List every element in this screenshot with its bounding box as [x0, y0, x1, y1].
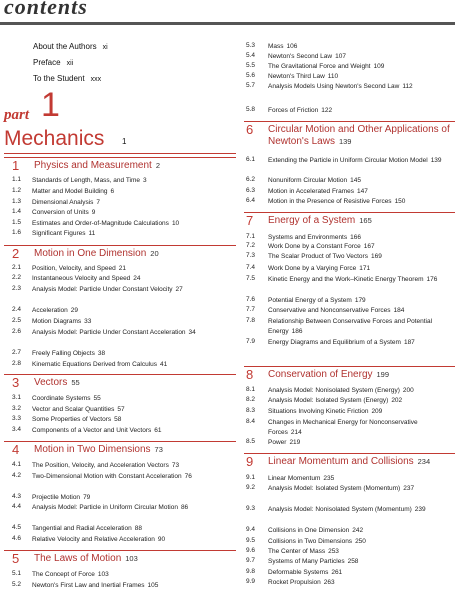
section-entry[interactable]: [32, 208, 228, 218]
section-entry[interactable]: [268, 252, 450, 262]
chapter-title-text: Physics and Measurement: [34, 160, 152, 171]
section-page: 187: [403, 339, 415, 346]
section-page: 76: [184, 473, 192, 480]
chapter-title[interactable]: [34, 553, 234, 565]
section-page: 103: [97, 571, 109, 578]
section-title: Analysis Models Using Newton's Second Law: [268, 83, 400, 90]
section-entry[interactable]: [32, 503, 228, 513]
section-number: 3.3: [12, 415, 22, 422]
section-entry[interactable]: [32, 581, 228, 591]
section-page: 179: [354, 297, 366, 304]
section-number: 8.1: [246, 386, 256, 393]
section-number: 4.6: [12, 535, 22, 542]
section-entry[interactable]: [32, 405, 228, 415]
section-title: Systems and Environments: [268, 234, 348, 241]
section-entry[interactable]: [268, 106, 448, 116]
section-entry[interactable]: [268, 338, 450, 348]
part-number: 1: [41, 86, 60, 124]
section-number: 4.3: [12, 493, 22, 500]
section-page: 38: [97, 350, 106, 357]
section-title: Estimates and Order-of-Magnitude Calculations: [32, 220, 169, 227]
chapter-title[interactable]: [268, 215, 453, 227]
section-number: 7.3: [246, 252, 256, 259]
section-page: 184: [393, 307, 405, 314]
section-page: 112: [402, 83, 413, 90]
section-title: Analysis Model: Particle in Uniform Circular Motion: [32, 504, 178, 511]
section-title: Mass: [268, 43, 284, 50]
section-title: Work Done by a Varying Force: [268, 265, 357, 272]
section-number: 5.5: [246, 62, 256, 69]
section-entry[interactable]: [32, 187, 228, 197]
section-entry[interactable]: [32, 317, 228, 327]
section-number: 2.6: [12, 328, 22, 335]
section-entry[interactable]: [268, 526, 450, 536]
chapter-page: 55: [71, 378, 80, 387]
section-page: 24: [133, 275, 141, 282]
section-page: 106: [286, 43, 298, 50]
section-number: 7.7: [246, 306, 256, 313]
section-page: 88: [134, 525, 142, 532]
section-entry[interactable]: [268, 52, 448, 62]
chapter-title[interactable]: [34, 160, 234, 172]
section-number: 8.4: [246, 418, 256, 425]
section-page: 105: [147, 582, 159, 589]
section-page: 200: [402, 387, 414, 394]
section-entry[interactable]: [32, 198, 228, 208]
section-number: 7.9: [246, 338, 256, 345]
section-page: 73: [171, 462, 180, 469]
section-title: Forces of Friction: [268, 107, 319, 114]
section-number: 9.4: [246, 526, 256, 533]
section-number: 5.3: [246, 42, 256, 49]
section-title: Significant Figures: [32, 230, 86, 237]
chapter-title-text: Motion in Two Dimensions: [34, 444, 151, 455]
section-page: 258: [347, 558, 359, 565]
section-title: Freely Falling Objects: [32, 350, 95, 357]
section-title: Relationship Between Conservative Forces and Potential Energy: [268, 318, 433, 335]
chapter-number: 5: [12, 551, 20, 566]
section-entry[interactable]: [32, 415, 228, 425]
part-title[interactable]: Mechanics: [4, 127, 105, 150]
section-title: Potential Energy of a System: [268, 297, 352, 304]
section-title: Newton's Third Law: [268, 73, 325, 80]
section-number: 9.8: [246, 568, 256, 575]
section-page: 110: [327, 73, 339, 80]
section-page: 55: [93, 395, 101, 402]
front-matter-item[interactable]: To the Student xxx: [33, 74, 102, 83]
section-page: 167: [363, 243, 375, 250]
section-title: Instantaneous Velocity and Speed: [32, 275, 131, 282]
section-number: 6.2: [246, 176, 256, 183]
section-page: 41: [160, 361, 168, 368]
chapter-title-text: The Laws of Motion: [34, 553, 122, 564]
section-page: 219: [289, 439, 301, 446]
chapter-rule: [4, 441, 236, 442]
part-rule: [4, 153, 236, 154]
section-title: The Center of Mass: [268, 548, 326, 555]
section-page: 250: [355, 538, 366, 545]
section-title: Matter and Model Building: [32, 188, 108, 195]
section-entry[interactable]: [268, 474, 450, 484]
section-page: 166: [350, 234, 361, 241]
chapter-title-text: Energy of a System: [268, 215, 356, 226]
chapter-title-text: Conservation of Energy: [268, 369, 373, 380]
section-page: 239: [414, 506, 426, 513]
chapter-rule: [244, 121, 455, 122]
section-entry[interactable]: [32, 461, 228, 471]
section-number: 6.1: [246, 156, 256, 163]
section-number: 2.8: [12, 360, 22, 367]
chapter-number: 6: [246, 122, 254, 137]
section-number: 9.3: [246, 505, 256, 512]
section-number: 7.4: [246, 264, 256, 271]
section-title: Newton's First Law and Inertial Frames: [32, 582, 145, 589]
section-page: 169: [370, 253, 382, 260]
section-entry[interactable]: [268, 187, 450, 197]
section-title: Kinematic Equations Derived from Calculus: [32, 361, 157, 368]
section-page: 90: [157, 536, 166, 543]
chapter-page: 139: [338, 137, 352, 146]
section-entry[interactable]: [32, 328, 228, 338]
section-entry[interactable]: [268, 386, 450, 396]
section-title: Motion in the Presence of Resistive Forces: [268, 198, 392, 205]
section-entry[interactable]: [268, 578, 450, 588]
chapter-rule: [4, 245, 236, 246]
section-number: 1.1: [12, 176, 22, 183]
section-entry[interactable]: [268, 264, 450, 274]
section-number: 1.2: [12, 187, 22, 194]
chapter-title-text: Circular Motion and Other Applications of Newton's Laws: [268, 124, 450, 147]
section-entry[interactable]: [32, 535, 228, 545]
section-number: 9.9: [246, 578, 256, 585]
section-title: The Scalar Product of Two Vectors: [268, 253, 368, 260]
section-number: 7.2: [246, 242, 256, 249]
section-page: 6: [110, 188, 115, 195]
section-entry[interactable]: [268, 547, 450, 557]
section-title: Analysis Model: Particle Under Constant Velocity: [32, 286, 173, 293]
part-label: part: [4, 107, 30, 123]
section-title: Analysis Model: Nonisolated System (Momentum): [268, 506, 412, 513]
section-entry[interactable]: [32, 285, 228, 295]
chapter-number: 4: [12, 442, 20, 457]
section-page: 235: [323, 475, 335, 482]
section-entry[interactable]: [268, 418, 450, 438]
section-number: 1.5: [12, 219, 22, 226]
section-entry[interactable]: [268, 396, 450, 406]
chapter-title[interactable]: [34, 377, 234, 389]
section-entry[interactable]: [268, 407, 450, 417]
section-entry[interactable]: [32, 360, 228, 370]
section-title: Collisions in One Dimension: [268, 527, 350, 534]
section-page: 209: [371, 408, 383, 415]
section-entry[interactable]: [268, 317, 450, 337]
section-entry[interactable]: [32, 426, 228, 436]
section-entry[interactable]: [268, 296, 450, 306]
section-entry[interactable]: [268, 242, 450, 252]
section-title: Conversion of Units: [32, 209, 89, 216]
chapter-title-text: Vectors: [34, 377, 68, 388]
section-number: 4.1: [12, 461, 22, 468]
section-entry[interactable]: [32, 219, 228, 229]
section-number: 5.8: [246, 106, 256, 113]
section-page: 242: [352, 527, 364, 534]
chapter-rule: [4, 550, 236, 551]
chapter-page: 234: [417, 457, 431, 466]
chapter-title[interactable]: [34, 444, 234, 456]
section-number: 4.5: [12, 524, 22, 531]
chapter-number: 9: [246, 454, 254, 469]
section-title: Components of a Vector and Unit Vectors: [32, 427, 152, 434]
section-title: Kinetic Energy and the Work–Kinetic Energy Theorem: [268, 276, 424, 283]
section-number: 8.2: [246, 396, 256, 403]
chapter-page: 199: [376, 370, 390, 379]
section-number: 5.6: [246, 72, 256, 79]
section-title: Motion in Accelerated Frames: [268, 188, 354, 195]
chapter-title[interactable]: [268, 456, 453, 468]
section-title: Relative Velocity and Relative Acceleration: [32, 536, 155, 543]
section-entry[interactable]: [32, 306, 228, 316]
section-title: Changes in Mechanical Energy for Nonconservative Forces: [268, 419, 418, 436]
section-entry[interactable]: [268, 557, 450, 567]
section-entry[interactable]: [32, 264, 228, 274]
section-entry[interactable]: [32, 472, 228, 482]
section-page: 7: [96, 199, 101, 206]
section-title: Analysis Model: Isolated System (Momentum): [268, 485, 401, 492]
section-entry[interactable]: [268, 62, 448, 72]
section-entry[interactable]: [268, 176, 450, 186]
section-page: 263: [323, 579, 335, 586]
front-matter-item[interactable]: Preface xii: [33, 58, 74, 67]
section-title: Acceleration: [32, 307, 68, 314]
section-page: 150: [394, 198, 406, 205]
section-page: 214: [290, 429, 302, 436]
section-page: 107: [335, 53, 346, 60]
section-number: 7.5: [246, 275, 256, 282]
chapter-page: 103: [125, 554, 138, 563]
section-page: 237: [403, 485, 415, 492]
chapter-title-text: Motion in One Dimension: [34, 248, 147, 259]
section-title: Vector and Scalar Quantities: [32, 406, 115, 413]
section-title: The Concept of Force: [32, 571, 95, 578]
section-title: Deformable Systems: [268, 569, 329, 576]
section-entry[interactable]: [32, 524, 228, 534]
section-page: 11: [88, 230, 96, 237]
section-entry[interactable]: [268, 537, 450, 547]
section-title: Newton's Second Law: [268, 53, 333, 60]
section-page: 253: [328, 548, 339, 555]
chapter-number: 3: [12, 375, 20, 390]
section-number: 8.3: [246, 407, 256, 414]
section-entry[interactable]: [268, 306, 450, 316]
chapter-number: 7: [246, 213, 254, 228]
section-page: 139: [430, 157, 442, 164]
section-title: Conservative and Nonconservative Forces: [268, 307, 391, 314]
chapter-page: 73: [154, 445, 163, 454]
chapter-number: 8: [246, 367, 254, 382]
section-title: Position, Velocity, and Speed: [32, 265, 116, 272]
section-page: 57: [117, 406, 125, 413]
section-page: 61: [154, 427, 162, 434]
part-page: 1: [122, 137, 127, 146]
section-entry[interactable]: [268, 505, 450, 515]
section-page: 176: [426, 276, 438, 283]
section-number: 5.2: [12, 581, 22, 588]
front-matter-item[interactable]: About the Authors xi: [33, 42, 108, 51]
section-title: Coordinate Systems: [32, 395, 91, 402]
section-title: Situations Involving Kinetic Friction: [268, 408, 369, 415]
page-title: contents: [4, 0, 88, 19]
section-number: 9.7: [246, 557, 256, 564]
chapter-page: 165: [359, 216, 372, 225]
section-entry[interactable]: [268, 42, 448, 52]
section-entry[interactable]: [32, 493, 228, 503]
section-entry[interactable]: [268, 568, 450, 578]
section-entry[interactable]: [268, 438, 450, 448]
section-number: 9.2: [246, 484, 256, 491]
section-number: 2.2: [12, 274, 22, 281]
section-title: The Position, Velocity, and Acceleration Vectors: [32, 462, 169, 469]
section-number: 5.7: [246, 82, 256, 89]
section-page: 21: [118, 265, 126, 272]
chapter-rule: [4, 374, 236, 375]
section-number: 4.2: [12, 472, 22, 479]
section-title: Linear Momentum: [268, 475, 321, 482]
section-title: Projectile Motion: [32, 494, 81, 501]
section-entry[interactable]: [268, 82, 448, 92]
section-number: 6.4: [246, 197, 256, 204]
section-title: Standards of Length, Mass, and Time: [32, 177, 141, 184]
section-title: Rocket Propulsion: [268, 579, 321, 586]
chapter-rule: [244, 212, 455, 213]
chapter-number: 1: [12, 158, 20, 173]
section-entry[interactable]: [268, 72, 448, 82]
section-page: 109: [373, 63, 385, 70]
chapter-title[interactable]: [268, 124, 453, 148]
section-number: 1.3: [12, 198, 22, 205]
section-number: 3.4: [12, 426, 22, 433]
section-number: 3.2: [12, 405, 22, 412]
section-number: 2.5: [12, 317, 22, 324]
section-title: Dimensional Analysis: [32, 199, 94, 206]
section-title: Energy Diagrams and Equilibrium of a System: [268, 339, 401, 346]
section-page: 86: [180, 504, 189, 511]
section-number: 2.7: [12, 349, 22, 356]
section-title: Collisions in Two Dimensions: [268, 538, 353, 545]
section-number: 4.4: [12, 503, 22, 510]
section-title: Work Done by a Constant Force: [268, 243, 361, 250]
section-page: 33: [84, 318, 92, 325]
section-page: 27: [175, 286, 183, 293]
section-entry[interactable]: [32, 176, 228, 186]
section-title: Analysis Model: Isolated System (Energy): [268, 397, 389, 404]
section-title: Some Properties of Vectors: [32, 416, 112, 423]
section-page: 79: [83, 494, 91, 501]
section-entry[interactable]: [32, 570, 228, 580]
section-number: 2.4: [12, 306, 22, 313]
section-number: 8.5: [246, 438, 256, 445]
section-entry[interactable]: [268, 484, 450, 494]
section-number: 9.1: [246, 474, 256, 481]
section-title: Systems of Many Particles: [268, 558, 345, 565]
chapter-rule: [244, 366, 455, 367]
section-page: 186: [291, 328, 303, 335]
section-title: Analysis Model: Nonisolated System (Energy): [268, 387, 400, 394]
section-number: 9.6: [246, 547, 256, 554]
section-title: Tangential and Radial Acceleration: [32, 525, 132, 532]
section-entry[interactable]: [268, 275, 450, 285]
chapter-page: 2: [155, 161, 161, 170]
section-title: Two-Dimensional Motion with Constant Acceleration: [32, 473, 182, 480]
section-entry[interactable]: [32, 349, 228, 359]
section-title: Motion Diagrams: [32, 318, 82, 325]
section-title: The Gravitational Force and Weight: [268, 63, 371, 70]
section-number: 3.1: [12, 394, 22, 401]
section-title: Nonuniform Circular Motion: [268, 177, 348, 184]
section-number: 1.4: [12, 208, 22, 215]
section-entry[interactable]: [268, 197, 450, 207]
section-title: Extending the Particle in Uniform Circular Motion Model: [268, 157, 428, 164]
section-page: 122: [321, 107, 333, 114]
section-entry[interactable]: [32, 229, 228, 239]
section-number: 5.4: [246, 52, 256, 59]
section-number: 7.8: [246, 317, 256, 324]
chapter-title[interactable]: [268, 369, 453, 381]
section-page: 147: [356, 188, 368, 195]
chapter-title[interactable]: [34, 248, 234, 260]
section-number: 2.1: [12, 264, 22, 271]
section-entry[interactable]: [32, 394, 228, 404]
section-page: 58: [114, 416, 122, 423]
section-number: 7.6: [246, 296, 256, 303]
header-rule: [0, 22, 455, 25]
section-page: 171: [359, 265, 371, 272]
chapter-page: 20: [150, 249, 159, 258]
section-number: 2.3: [12, 285, 22, 292]
section-number: 9.5: [246, 537, 256, 544]
section-page: 10: [171, 220, 180, 227]
section-page: 29: [70, 307, 79, 314]
section-title: Analysis Model: Particle Under Constant Acceleration: [32, 329, 186, 336]
section-number: 7.1: [246, 233, 256, 240]
section-page: 34: [188, 329, 196, 336]
chapter-rule: [244, 453, 455, 454]
section-page: 202: [391, 397, 403, 404]
section-entry[interactable]: [268, 156, 450, 166]
chapter-title-text: Linear Momentum and Collisions: [268, 456, 414, 467]
section-page: 145: [350, 177, 361, 184]
section-page: 261: [331, 569, 343, 576]
section-title: Power: [268, 439, 287, 446]
chapter-rule: [4, 157, 236, 158]
section-number: 6.3: [246, 187, 256, 194]
section-entry[interactable]: [32, 274, 228, 284]
section-page: 3: [143, 177, 147, 184]
section-number: 1.6: [12, 229, 22, 236]
section-page: 9: [91, 209, 96, 216]
chapter-number: 2: [12, 246, 20, 261]
section-number: 5.1: [12, 570, 22, 577]
